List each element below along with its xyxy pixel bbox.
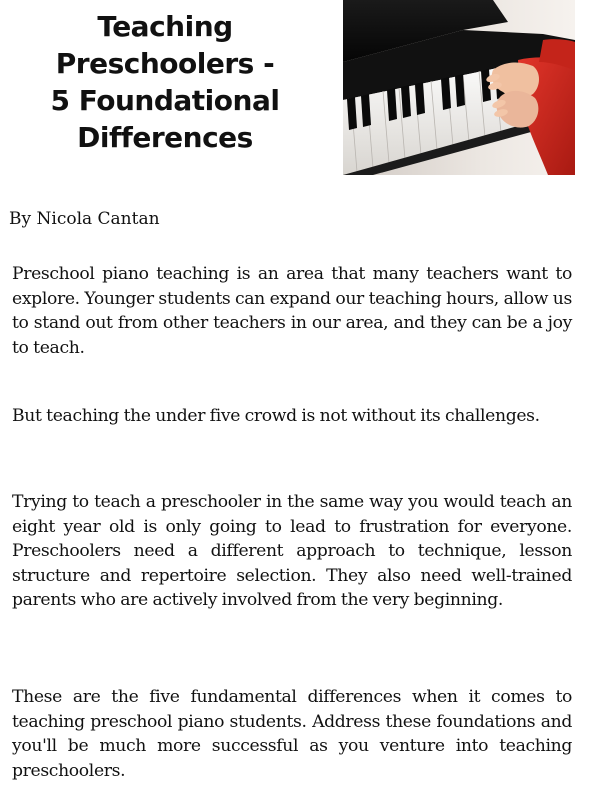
title-line: Differences (77, 121, 253, 154)
article-paragraph: Preschool piano teaching is an area that many teachers want to explore. Younger students can expand our teaching hours, allow us to stand out from other teachers in our area, and they can be a joy to teach. (12, 264, 572, 358)
title-line: Preschoolers - (55, 47, 275, 80)
article-paragraph: Trying to teach a preschooler in the same way you would teach an eight year old is only going to lead to frustration for everyone. Preschoolers need a different approach to technique, lesson structure and repertoire selection. They also need well-trained parents who are actively involved from the very beginning. (12, 492, 572, 610)
piano-photo (343, 0, 575, 175)
article-paragraph: But teaching the under five crowd is not without its challenges. (12, 406, 540, 426)
article-byline: By Nicola Cantan (9, 209, 160, 229)
title-line: 5 Foundational (50, 84, 280, 117)
article-paragraph: These are the five fundamental differences when it comes to teaching preschool piano students. Address these foundations and you'll be much more successful as you venture into teaching preschoolers. (12, 687, 572, 781)
article-title (40, 8, 290, 156)
title-line: Teaching (97, 10, 233, 43)
